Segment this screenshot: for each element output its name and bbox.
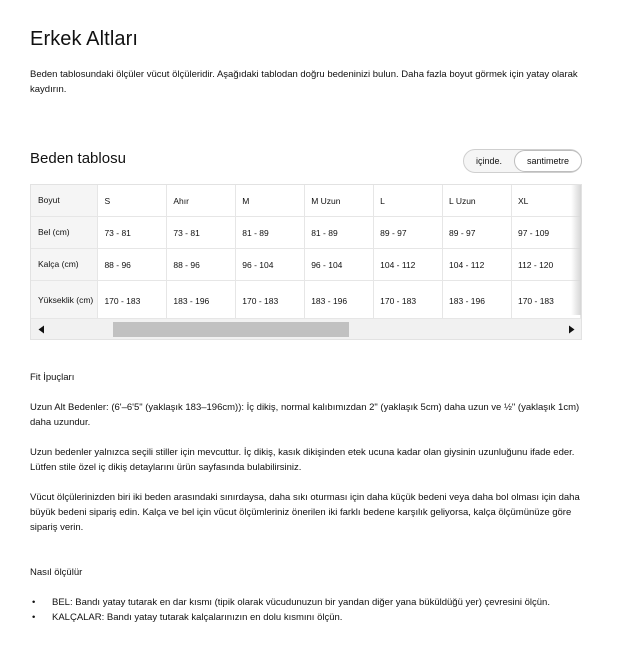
size-table-container xyxy=(30,184,582,340)
scroll-fade-overlay xyxy=(571,185,581,315)
table-cell: 81 - 89 xyxy=(305,217,374,249)
how-to-measure-heading: Nasıl ölçülür xyxy=(30,567,83,578)
bullet-icon: • xyxy=(32,612,36,623)
table-row-label: Yükseklik (cm) xyxy=(31,281,98,321)
table-cell: 88 - 96 xyxy=(98,249,167,281)
fit-tip-paragraph: Uzun Alt Bedenler: (6'–6'5" (yaklaşık 183–196cm)): İç dikiş, normal kalıbımızdan 2" (yaklaşık 5cm) daha uzun ve ½" (yaklaşık 1cm) daha uzundur. xyxy=(30,402,580,428)
table-header-cell: XL xyxy=(511,185,580,217)
table-cell: 97 - 109 xyxy=(511,217,580,249)
table-cell: 88 - 96 xyxy=(167,249,236,281)
table-cell: 183 - 196 xyxy=(305,281,374,321)
table-row xyxy=(31,281,581,321)
table-cell: 183 - 196 xyxy=(443,281,512,321)
table-cell: 112 - 120 xyxy=(511,249,580,281)
table-cell: 170 - 183 xyxy=(511,281,580,321)
table-cell: 89 - 97 xyxy=(443,217,512,249)
table-header-cell: M xyxy=(236,185,305,217)
table-cell: 73 - 81 xyxy=(167,217,236,249)
list-item-text: KALÇALAR: Bandı yatay tutarak kalçalarınızın en dolu kısmını ölçün. xyxy=(52,612,343,623)
horizontal-scrollbar[interactable] xyxy=(31,318,581,339)
table-cell: 183 - 196 xyxy=(167,281,236,321)
table-cell: 170 - 183 xyxy=(374,281,443,321)
list-item-text: BEL: Bandı yatay tutarak en dar kısmı (tipik olarak vücudunuzun bir yandan diğer yana büküldüğü yer) çevresini ölçün. xyxy=(52,597,550,608)
table-header-cell: Boyut xyxy=(31,185,98,217)
table-cell: 104 - 112 xyxy=(443,249,512,281)
table-header-cell: S xyxy=(98,185,167,217)
table-cell: 96 - 104 xyxy=(236,249,305,281)
bullet-icon: • xyxy=(32,597,36,608)
table-row xyxy=(31,249,581,281)
table-row-label: Bel (cm) xyxy=(31,217,98,249)
page-title: Erkek Altları xyxy=(30,28,138,50)
intro-text: Beden tablosundaki ölçüler vücut ölçüleridir. Aşağıdaki tablodan doğru bedeninizi bulun. Daha fazla boyut görmek için yatay olarak kaydırın. xyxy=(30,69,578,95)
triangle-right-icon xyxy=(568,325,575,334)
unit-option-centimeters[interactable]: santimetre xyxy=(514,150,582,172)
size-chart-header xyxy=(30,148,582,174)
unit-option-inches[interactable]: içinde. xyxy=(475,156,502,166)
table-cell: 96 - 104 xyxy=(305,249,374,281)
table-row-label: Kalça (cm) xyxy=(31,249,98,281)
size-table xyxy=(31,185,581,321)
scroll-right-button[interactable] xyxy=(562,319,580,339)
scroll-left-button[interactable] xyxy=(32,319,50,339)
fit-tips-heading: Fit İpuçları xyxy=(30,372,75,383)
table-cell: 170 - 183 xyxy=(236,281,305,321)
fit-tip-paragraph: Uzun bedenler yalnızca seçili stiller için mevcuttur. İç dikiş, kasık dikişinden etek ucuna kadar olan giysinin uzunluğunu ifade eder. Lütfen stile özel iç dikiş detaylarını ürün sayfasında bulabilirsiniz. xyxy=(30,447,575,473)
list-item xyxy=(30,610,590,625)
unit-toggle[interactable] xyxy=(463,149,582,173)
table-cell: 104 - 112 xyxy=(374,249,443,281)
table-header-cell: Ahır xyxy=(167,185,236,217)
table-header-cell: M Uzun xyxy=(305,185,374,217)
table-cell: 73 - 81 xyxy=(98,217,167,249)
table-header-cell: L Uzun xyxy=(443,185,512,217)
table-cell: 89 - 97 xyxy=(374,217,443,249)
table-row xyxy=(31,217,581,249)
triangle-left-icon xyxy=(38,325,45,334)
size-chart-heading: Beden tablosu xyxy=(30,150,126,167)
table-header-cell: L xyxy=(374,185,443,217)
table-cell: 170 - 183 xyxy=(98,281,167,321)
fit-tip-paragraph: Vücut ölçülerinizden biri iki beden arasındaki sınırdaysa, daha sıkı oturması için daha küçük bedeni veya daha bol olması için daha büyük bedeni sipariş edin. Kalça ve bel için vücut ölçümleriniz önerilen iki farklı bedene karşılık geliyorsa, kalça ölçümünüze göre sipariş verin. xyxy=(30,492,580,533)
how-to-measure-list xyxy=(30,595,590,625)
list-item xyxy=(30,595,590,610)
scrollbar-thumb[interactable] xyxy=(113,322,349,337)
table-cell: 81 - 89 xyxy=(236,217,305,249)
table-header-row xyxy=(31,185,581,217)
